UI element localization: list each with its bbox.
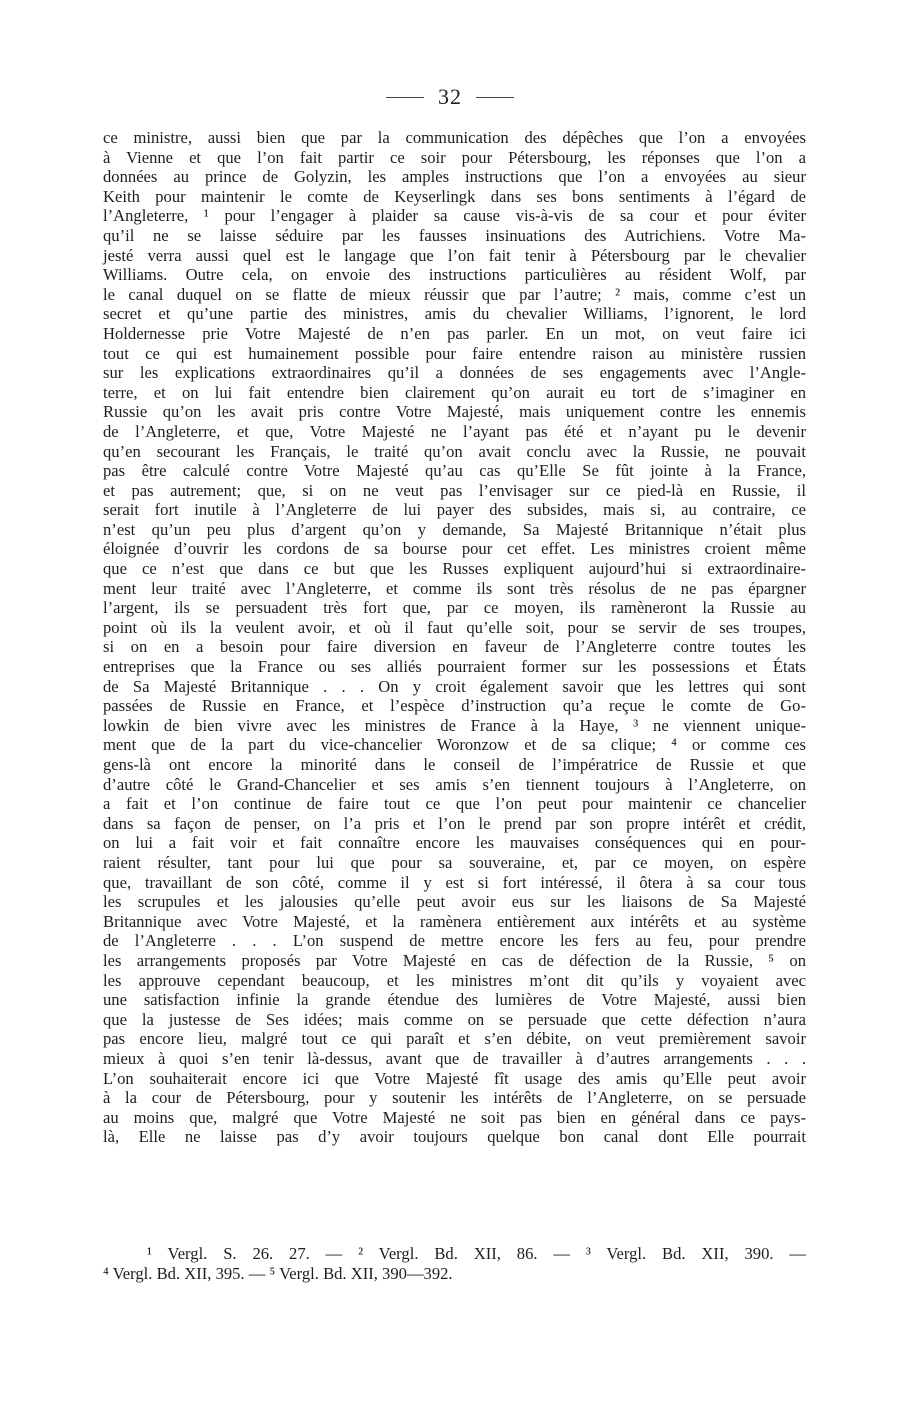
- text-line: sur les explications extraordinaires qu’il a données de ses engagements avec l’Angle-: [103, 363, 806, 383]
- footnotes: [103, 1244, 806, 1284]
- text-line: Russie qu’on les avait pris contre Votre Majesté, mais uniquement contre les ennemis: [103, 402, 806, 422]
- header-rule-right: [476, 97, 514, 98]
- text-line: L’on souhaiterait encore ici que Votre Majesté fît usage des amis qu’Elle peut avoir: [103, 1068, 806, 1088]
- text-line: que, travaillant de son côté, comme il y est si fort intéressé, il ôtera à sa cour tous: [103, 872, 806, 892]
- text-line: l’Angleterre, ¹ pour l’engager à plaider sa cause vis-à-vis de sa cour et pour éviter: [103, 206, 806, 226]
- text-line: une satisfaction infinie la grande étendue des lumières de Votre Majesté, aussi bien: [103, 990, 806, 1010]
- text-line: passées de Russie en France, et l’espèce d’instruction qu’a reçue le comte de Go-: [103, 696, 806, 716]
- text-line: on lui a fait voir et fait connaître encore les mauvaises conséquences qui en pour-: [103, 833, 806, 853]
- text-line: serait fort inutile à l’Angleterre de lui payer des subsides, mais si, au contraire, ce: [103, 500, 806, 520]
- footnote-line: ¹ Vergl. S. 26. 27. — ² Vergl. Bd. XII, 86. — ³ Vergl. Bd. XII, 390. —: [147, 1244, 806, 1263]
- text-line: qu’en secourant les Français, le traité qu’on avait conclu avec la Russie, ne pouvait: [103, 441, 806, 461]
- text-line: ment que de la part du vice-chancelier Woronzow et de sa clique; ⁴ or comme ces: [103, 735, 806, 755]
- text-line: Williams. Outre cela, on envoie des instructions particulières au résident Wolf, par: [103, 265, 806, 285]
- text-line: d’autre côté le Grand-Chancelier et ses amis s’en tiennent toujours à l’Angleterre, on: [103, 774, 806, 794]
- text-line: à Vienne et que l’on fait partir ce soir pour Pétersbourg, les réponses que l’on a: [103, 147, 806, 167]
- text-line: terre, et on lui fait entendre bien clairement qu’on aurait eu tort de s’imaginer en: [103, 382, 806, 402]
- text-line: Holdernesse prie Votre Majesté de n’en pas parler. En un mot, on veut faire ici: [103, 323, 806, 343]
- text-line: les scrupules et les jalousies qu’elle peut avoir eus sur les liaisons de Sa Majesté: [103, 892, 806, 912]
- text-line: raient résulter, tant pour lui que pour sa souveraine, et, par ce moyen, on espère: [103, 852, 806, 872]
- text-line: les approuve cependant beaucoup, et les ministres m’ont dit qu’ils y voyaient avec: [103, 970, 806, 990]
- body-text: [103, 128, 806, 1147]
- text-line: Britannique avec Votre Majesté, et la ramènera entièrement aux intérêts et au système: [103, 911, 806, 931]
- text-line: et pas autrement; que, si on ne veut pas l’envisager sur ce pied-là en Russie, il: [103, 480, 806, 500]
- text-line: les arrangements proposés par Votre Majesté en cas de défection de la Russie, ⁵ on: [103, 950, 806, 970]
- text-line: pas être calculé contre Votre Majesté qu’au cas qu’Elle Se fût jointe à la France,: [103, 461, 806, 481]
- text-line: a fait et l’on continue de faire tout ce que l’on peut pour maintenir ce chancelier: [103, 794, 806, 814]
- text-line: données au prince de Golyzin, les amples instructions que l’on a envoyées au sieur: [103, 167, 806, 187]
- text-line: ce ministre, aussi bien que par la communication des dépêches que l’on a envoyées: [103, 128, 806, 147]
- text-line: point où ils la veulent avoir, et où il faut qu’elle soit, pour se servir de ses troupes,: [103, 617, 806, 637]
- text-line: le canal duquel on se flatte de mieux réussir que par l’autre; ² mais, comme c’est un: [103, 284, 806, 304]
- text-line: tout ce qui est humainement possible pour faire entendre raison au ministère russien: [103, 343, 806, 363]
- text-line: à la cour de Pétersbourg, pour y soutenir les intérêts de l’Angleterre, on se persuade: [103, 1088, 806, 1108]
- text-line: dans sa façon de penser, on l’a pris et l’on le prend par son propre intérêt et crédit,: [103, 813, 806, 833]
- text-line: éloignée d’ouvrir les cordons de sa bourse pour cet effet. Les ministres croient même: [103, 539, 806, 559]
- text-line: entreprises que la France ou ses alliés pourraient former sur les possessions et États: [103, 657, 806, 677]
- text-line: mieux à quoi s’en tenir là-dessus, avant que de travailler à d’autres arrangements . . .: [103, 1048, 806, 1068]
- text-line: n’est qu’un peu plus d’argent qu’on y demande, Sa Majesté Britannique n’était plus: [103, 519, 806, 539]
- header-rule-left: [386, 97, 424, 98]
- text-line: de Sa Majesté Britannique . . . On y croit également savoir que les lettres qui sont: [103, 676, 806, 696]
- text-line: que la justesse de Ses idées; mais comme on se persuade que cette défection n’aura: [103, 1009, 806, 1029]
- page-number: 32: [438, 84, 462, 109]
- page-header: [0, 84, 900, 110]
- text-line: de l’Angleterre, et que, Votre Majesté ne l’ayant pas été et n’ayant pu le devenir: [103, 421, 806, 441]
- text-line: gens-là ont encore la minorité dans le conseil de l’impératrice de Russie et que: [103, 755, 806, 774]
- text-line: l’argent, ils se persuadent très fort que, par ce moyen, ils ramèneront la Russie au: [103, 598, 806, 618]
- text-line: ment leur traité avec l’Angleterre, et comme ils sont très résolus de ne pas épargner: [103, 578, 806, 598]
- footnote-line: ⁴ Vergl. Bd. XII, 395. — ⁵ Vergl. Bd. XII, 390—392.: [103, 1264, 453, 1283]
- text-line: Keith pour maintenir le comte de Keyserlingk dans ses bons sentiments à l’égard de: [103, 186, 806, 206]
- text-line: qu’il ne se laisse séduire par les fausses insinuations des Autrichiens. Votre Ma-: [103, 225, 806, 245]
- text-line: de l’Angleterre . . . L’on suspend de mettre encore les fers au feu, pour prendre: [103, 931, 806, 951]
- text-line: pas encore lieu, malgré tout ce qui paraît et s’en débite, on veut premièrement savoir: [103, 1029, 806, 1049]
- text-line: lowkin de bien vivre avec les ministres de France à la Haye, ³ ne viennent unique-: [103, 715, 806, 735]
- text-line: secret et qu’une partie des ministres, amis du chevalier Williams, l’ignorent, le lord: [103, 304, 806, 324]
- text-line: jesté verra aussi quel est le langage que l’on fait tenir à Pétersbourg par le chevalier: [103, 245, 806, 265]
- text-line: au moins que, malgré que Votre Majesté ne soit pas bien en général dans ce pays-: [103, 1107, 806, 1127]
- text-line: si on en a besoin pour faire diversion en faveur de l’Angleterre contre toutes les: [103, 637, 806, 657]
- text-line: là, Elle ne laisse pas d’y avoir toujours quelque bon canal dont Elle pourrait: [103, 1127, 806, 1147]
- text-line: que ce n’est que dans ce but que les Russes expliquent aujourd’hui si extraordinaire-: [103, 559, 806, 579]
